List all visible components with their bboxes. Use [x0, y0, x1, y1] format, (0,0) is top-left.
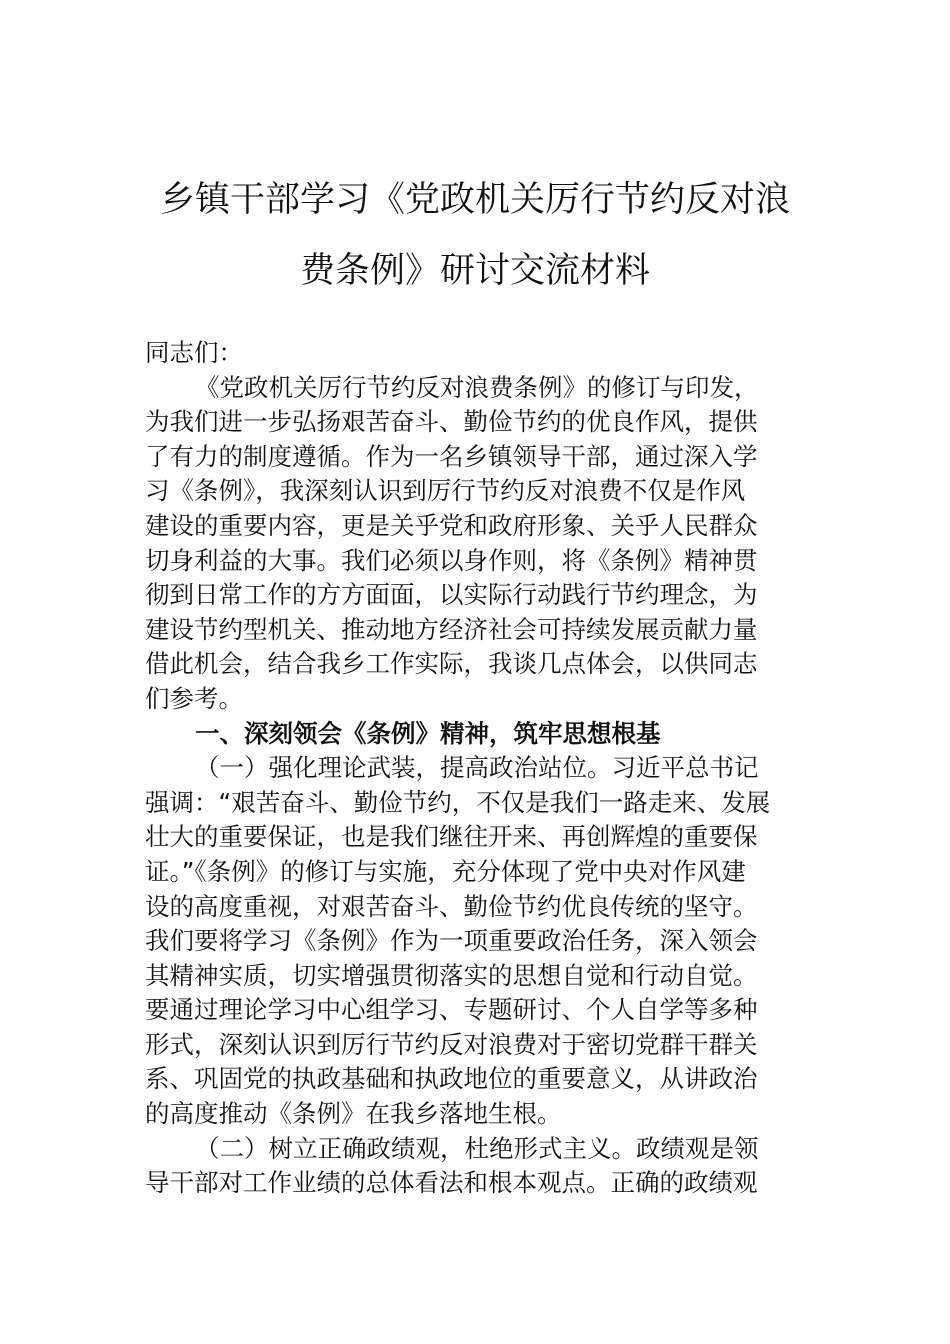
paragraph-line: 强调：“艰苦奋斗、勤俭节约，不仅是我们一路走来、发展 — [145, 787, 771, 817]
paragraph-line: 要通过理论学习中心组学习、专题研讨、个人自学等多种 — [145, 995, 758, 1025]
paragraph-line: 设的高度重视，对艰苦奋斗、勤俭节约优良传统的坚守。 — [145, 891, 758, 921]
paragraph-line: 证。”《条例》的修订与实施，充分体现了党中央对作风建 — [145, 856, 746, 886]
paragraph-line: 《党政机关厉行节约反对浪费条例》的修订与印发， — [195, 372, 759, 402]
paragraph-line: （一）强化理论武装，提高政治站位。习近平总书记 — [195, 753, 759, 783]
paragraph-line: 切身利益的大事。我们必须以身作则，将《条例》精神贯 — [145, 545, 758, 575]
paragraph-line: 们参考。 — [145, 683, 243, 713]
paragraph-line: 壮大的重要保证，也是我们继往开来、再创辉煌的重要保 — [145, 822, 758, 852]
paragraph-line: 建设节约型机关、推动地方经济社会可持续发展贡献力量 — [145, 614, 758, 644]
paragraph-line: 习《条例》，我深刻认识到厉行节约反对浪费不仅是作风 — [145, 476, 746, 506]
salutation: 同志们： — [145, 338, 243, 367]
document-title-line-2: 费条例》研讨交流材料 — [299, 251, 650, 291]
paragraph-line: 建设的重要内容，更是关乎党和政府形象、关乎人民群众 — [145, 510, 758, 540]
paragraph-line: 借此机会，结合我乡工作实际，我谈几点体会，以供同志 — [145, 649, 758, 679]
document-title-line-1: 乡镇干部学习《党政机关厉行节约反对浪 — [159, 180, 790, 220]
paragraph-line: 形式，深刻认识到厉行节约反对浪费对于密切党群干群关 — [145, 1029, 758, 1059]
paragraph-line: 为我们进一步弘扬艰苦奋斗、勤俭节约的优良作风，提供 — [145, 407, 758, 437]
section-heading: 一、深刻领会《条例》精神，筑牢思想根基 — [195, 718, 661, 748]
paragraph-line: 导干部对工作业绩的总体看法和根本观点。正确的政绩观 — [145, 1168, 758, 1198]
paragraph-line: 其精神实质，切实增强贯彻落实的思想自觉和行动自觉。 — [145, 960, 758, 990]
paragraph-line: 我们要将学习《条例》作为一项重要政治任务，深入领会 — [145, 926, 758, 956]
document-body — [145, 336, 810, 1201]
paragraph-line: 的高度推动《条例》在我乡落地生根。 — [145, 1099, 562, 1129]
paragraph-line: （二）树立正确政绩观，杜绝形式主义。政绩观是领 — [195, 1133, 759, 1163]
paragraph-line: 了有力的制度遵循。作为一名乡镇领导干部，通过深入学 — [145, 441, 758, 471]
paragraph-line: 彻到日常工作的方方面面，以实际行动践行节约理念，为 — [145, 580, 758, 610]
paragraph-line: 系、巩固党的执政基础和执政地位的重要意义，从讲政治 — [145, 1064, 758, 1094]
